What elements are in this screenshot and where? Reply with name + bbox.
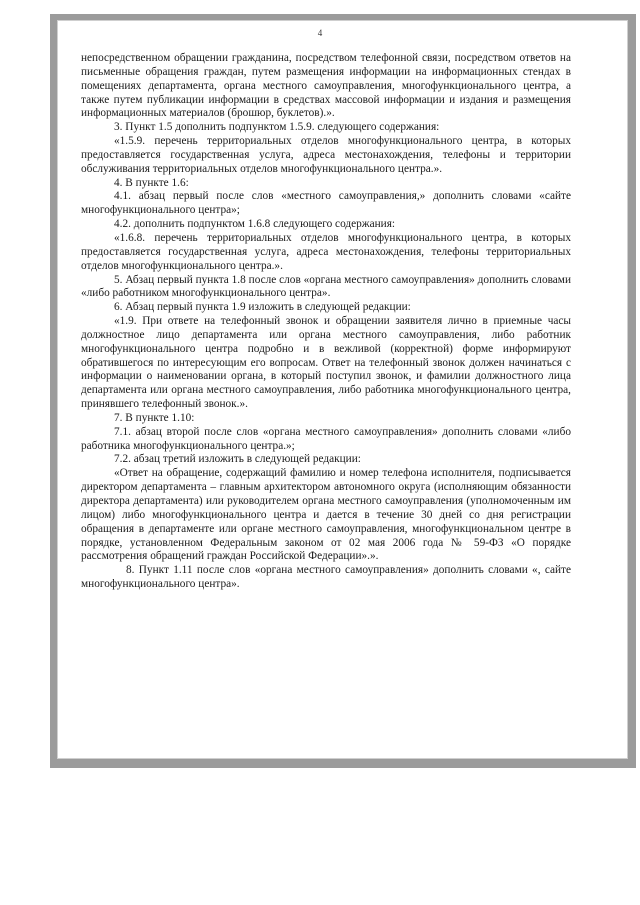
document-body: [81, 52, 571, 592]
paragraph-item-7-1: 7.1. абзац второй после слов «органа местного самоуправления» дополнить словами «либо работника многофункционального центра.»;: [81, 425, 571, 452]
page-number: 4: [317, 28, 323, 38]
paragraph-quote-1-9: «1.9. При ответе на телефонный звонок и обращении заявителя лично в приемные часы должностное лицо департамента или органа местного самоуправления, либо работник многофункционального центра подробно и в вежливой (корректной) форме информируют обратившегося по интересующим его вопросам. Ответ на телефонный звонок должен начинаться с информации о наименовании органа, в который поступил звонок, и фамилии должностного лица департамента или органа местного самоуправления, либо работника многофункционального центра, принявшего телефонный звонок.».: [81, 315, 571, 411]
paragraph-quote-1-6-8: «1.6.8. перечень территориальных отделов многофункционального центра, в которых предоставляется государственная услуга, адреса местонахождения, телефоны территориальных отделов многофункционального центра.».: [81, 231, 571, 272]
paragraph-item-7: 7. В пункте 1.10:: [114, 411, 195, 424]
paragraph-item-4-2: 4.2. дополнить подпунктом 1.6.8 следующего содержания:: [114, 218, 396, 231]
paragraph-item-8: 8. Пункт 1.11 после слов «органа местного самоуправления» дополнить словами «, сайте многофункционального центра».: [81, 564, 571, 591]
paragraph-quote-1-5-9: «1.5.9. перечень территориальных отделов многофункционального центра, в которых предоставляется государственная услуга, адреса местонахождения, телефоны и территории обслуживания территориальных отделов многофункционального центра.».: [81, 135, 571, 175]
paragraph-item-3: 3. Пункт 1.5 дополнить подпунктом 1.5.9. следующего содержания:: [114, 121, 440, 134]
paragraph-item-7-2: 7.2. абзац третий изложить в следующей редакции:: [114, 453, 361, 466]
paragraph-quote-response: «Ответ на обращение, содержащий фамилию и номер телефона исполнителя, подписывается директором департамента – главным архитектором автономного округа (исполняющим обязанности директора департамента) или руководителем органа местного самоуправления (уполномоченным им лицом) либо многофункционального центра и дается в течение 30 дней со дня регистрации обращения в департаменте или органе местного самоуправления, многофункциональном центре в порядке, установленном Федеральным законом от 02 мая 2006 года № 59-ФЗ «О порядке рассмотрения обращений граждан Российской Федерации».».: [81, 467, 571, 563]
paragraph-item-5: 5. Абзац первый пункта 1.8 после слов «органа местного самоуправления» дополнить словами «либо работником многофункционального центра».: [81, 273, 571, 300]
paragraph-continuation: непосредственном обращении гражданина, посредством телефонной связи, посредством ответов на письменные обращения граждан, путем размещения информации на информационных стендах в помещениях департамента, органа местного самоуправления, многофункционального центра, а также путем публикации информации в средствах массовой информации и издания и размещения информационных материалов (брошюр, буклетов).».: [81, 52, 571, 120]
paragraph-item-6: 6. Абзац первый пункта 1.9 изложить в следующей редакции:: [114, 301, 411, 314]
paragraph-item-4: 4. В пункте 1.6:: [114, 176, 189, 189]
paragraph-item-4-1: 4.1. абзац первый после слов «местного самоуправления,» дополнить словами «сайте многофункционального центра»;: [81, 190, 571, 217]
